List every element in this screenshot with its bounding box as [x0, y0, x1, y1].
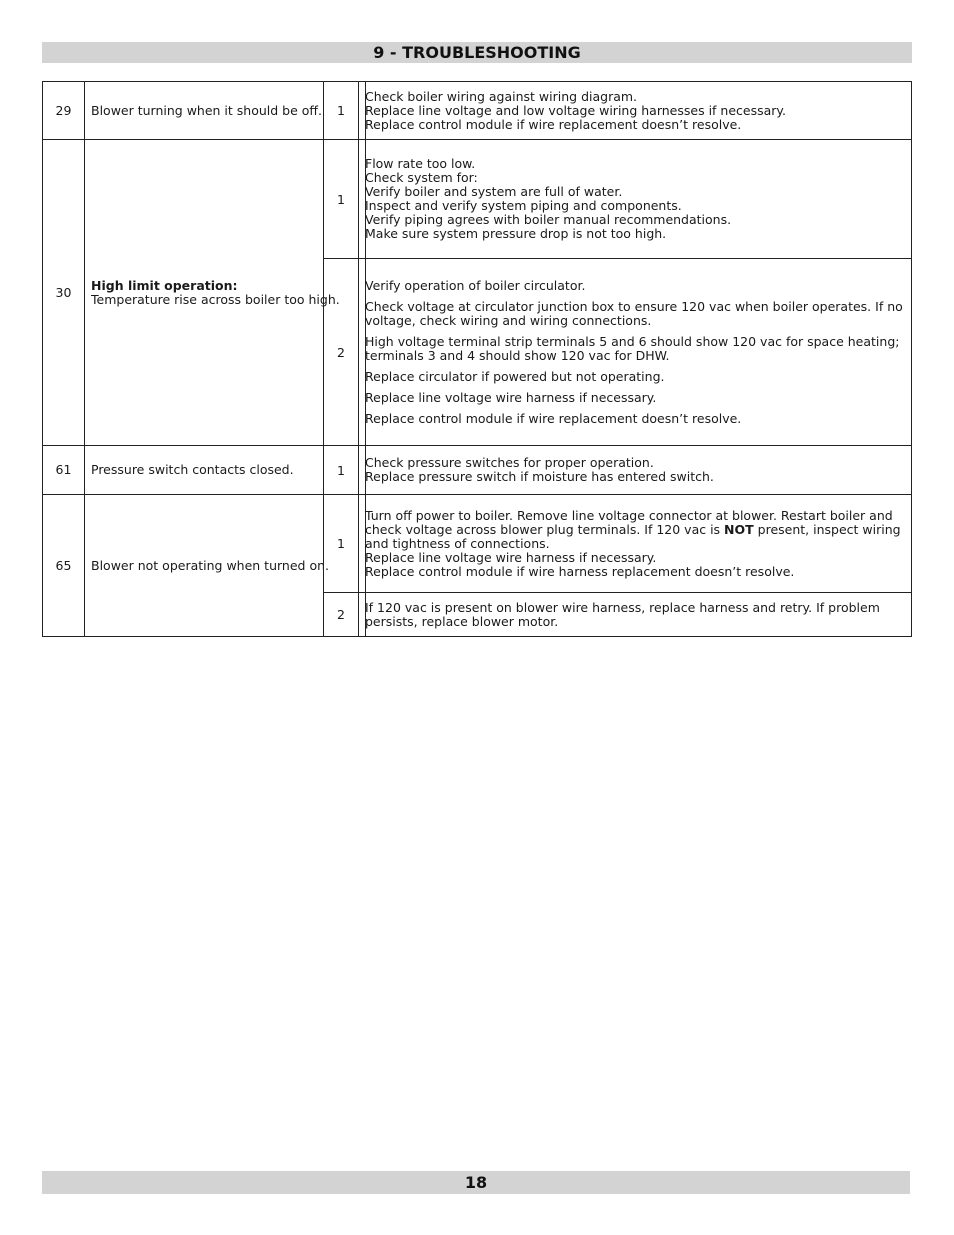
- corrective-action: Flow rate too low. Check system for: Verify boiler and system are full of water. Inspect and verify system piping and components. Verify piping agrees with boiler manual recommendations. Make sure system pressure drop is not too high.: [358, 139, 912, 259]
- fault-description: Blower turning when it should be off.: [84, 81, 366, 140]
- fault-code: 30: [42, 139, 85, 446]
- corrective-action: Check pressure switches for proper operation. Replace pressure switch if moisture has entered switch.: [358, 445, 912, 495]
- page-number: 18: [42, 1171, 910, 1194]
- table-row: [42, 445, 912, 495]
- fault-code: 65: [42, 494, 85, 637]
- step-number: 1: [323, 445, 359, 495]
- table-row: [42, 139, 912, 446]
- fault-description: High limit operation: Temperature rise across boiler too high.: [84, 139, 366, 446]
- fault-description: Blower not operating when turned on.: [84, 494, 366, 637]
- step-number: 2: [323, 258, 359, 446]
- section-title: 9 - TROUBLESHOOTING: [42, 42, 912, 63]
- fault-description: Pressure switch contacts closed.: [84, 445, 366, 495]
- fault-code: 61: [42, 445, 85, 495]
- step-number: 2: [323, 592, 359, 637]
- corrective-action: Check boiler wiring against wiring diagram. Replace line voltage and low voltage wiring harnesses if necessary. Replace control module if wire replacement doesn’t resolve.: [358, 81, 912, 140]
- corrective-action: Turn off power to boiler. Remove line voltage connector at blower. Restart boiler and check voltage across blower plug terminals. If 120 vac is NOT present, inspect wiring and tightness of connections. Replace line voltage wire harness if necessary. Replace control module if wire harness replacement doesn’t resolve.: [358, 494, 912, 593]
- table-row: [42, 494, 912, 637]
- step-number: 1: [323, 81, 359, 140]
- table-row: [42, 81, 912, 140]
- fault-code: 29: [42, 81, 85, 140]
- step-number: 1: [323, 494, 359, 593]
- corrective-action: If 120 vac is present on blower wire harness, replace harness and retry. If problem persists, replace blower motor.: [358, 592, 912, 637]
- corrective-action: Verify operation of boiler circulator. Check voltage at circulator junction box to ensure 120 vac when boiler operates. If no voltage, check wiring and wiring connections. High voltage terminal strip terminals 5 and 6 should show 120 vac for space heating; terminals 3 and 4 should show 120 vac for DHW. Replace circulator if powered but not operating. Replace line voltage wire harness if necessary. Replace control module if wire replacement doesn’t resolve.: [358, 258, 912, 446]
- step-number: 1: [323, 139, 359, 259]
